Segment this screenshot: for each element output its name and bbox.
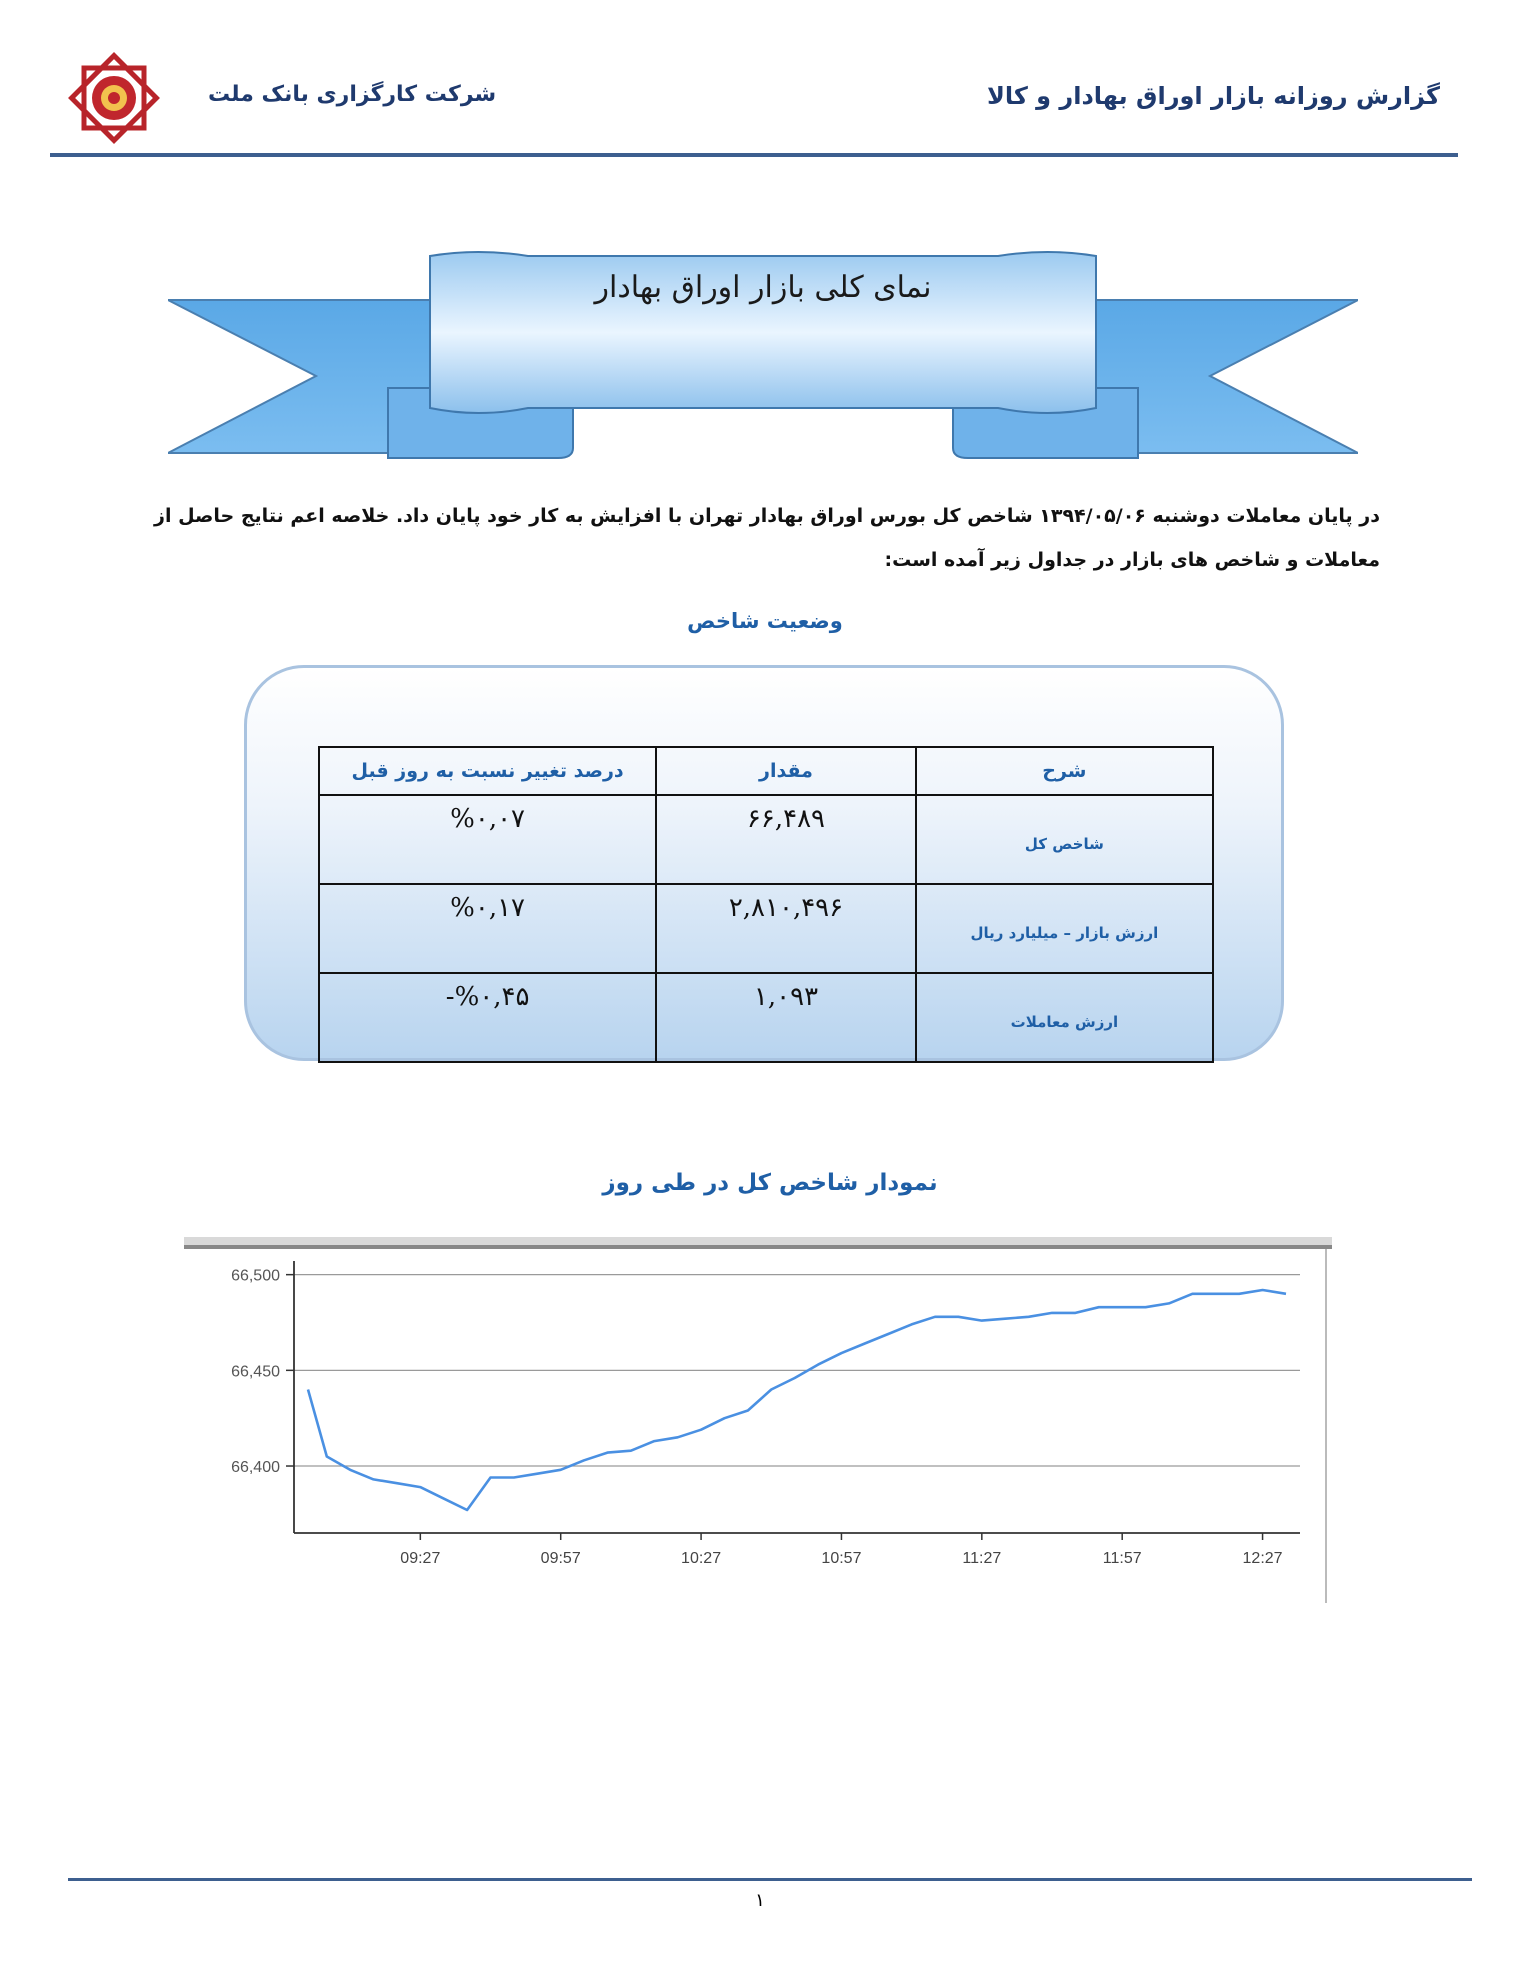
x-tick-label: 09:57: [540, 1550, 581, 1567]
header-change: درصد تغییر نسبت به روز قبل: [319, 747, 656, 795]
header-value: مقدار: [656, 747, 916, 795]
row-value: ۱,۰۹۳: [656, 973, 916, 1062]
row-value: ۲,۸۱۰,۴۹۶: [656, 884, 916, 973]
intro-paragraph: در پایان معاملات دوشنبه ۱۳۹۴/۰۵/۰۶ شاخص کل بورس اوراق بهادار تهران با افزایش به کار خود پایان داد. خلاصه اعم نتایج حاصل از معاملات و شاخص های بازار در جداول زیر آمده است:: [154, 505, 1380, 571]
y-tick-label: 66,400: [231, 1459, 280, 1477]
x-tick-label: 11:27: [962, 1550, 1002, 1567]
x-tick-label: 10:27: [681, 1550, 722, 1567]
chart-section-title: نمودار شاخص کل در طی روز: [602, 1170, 938, 1196]
row-change: %۰,۴۵-: [319, 973, 656, 1062]
banner-title: نمای کلی بازار اوراق بهادار: [594, 270, 932, 305]
report-title: گزارش روزانه بازار اوراق بهادار و کالا: [986, 82, 1440, 110]
index-section-title: وضعیت شاخص: [687, 609, 843, 633]
table-header-row: [319, 747, 1213, 795]
x-tick-label: 10:57: [821, 1550, 862, 1567]
company-name: شرکت کارگزاری بانک ملت: [208, 82, 497, 107]
index-table: [318, 746, 1214, 1063]
chart-top-bar: [184, 1237, 1332, 1245]
x-tick-label: 09:27: [400, 1550, 441, 1567]
table-row: [319, 884, 1213, 973]
row-change: %۰,۱۷: [319, 884, 656, 973]
intraday-index-chart: [184, 1237, 1332, 1603]
header-description: شرح: [916, 747, 1213, 795]
row-label: ارزش بازار – میلیارد ریال: [916, 884, 1213, 973]
x-tick-label: 11:57: [1102, 1550, 1142, 1567]
row-change: %۰,۰۷: [319, 795, 656, 884]
row-value: ۶۶,۴۸۹: [656, 795, 916, 884]
y-tick-label: 66,500: [231, 1267, 280, 1285]
index-series-line: [308, 1290, 1286, 1510]
table-row: [319, 795, 1213, 884]
header-divider: [50, 153, 1458, 157]
x-tick-label: 12:27: [1242, 1550, 1283, 1567]
page-number: ۱: [755, 1890, 765, 1911]
y-tick-label: 66,450: [231, 1363, 280, 1381]
table-row: [319, 973, 1213, 1062]
row-label: شاخص کل: [916, 795, 1213, 884]
footer-divider: [68, 1878, 1472, 1881]
row-label: ارزش معاملات: [916, 973, 1213, 1062]
chart-top-border: [184, 1245, 1332, 1249]
company-logo: [62, 46, 166, 150]
